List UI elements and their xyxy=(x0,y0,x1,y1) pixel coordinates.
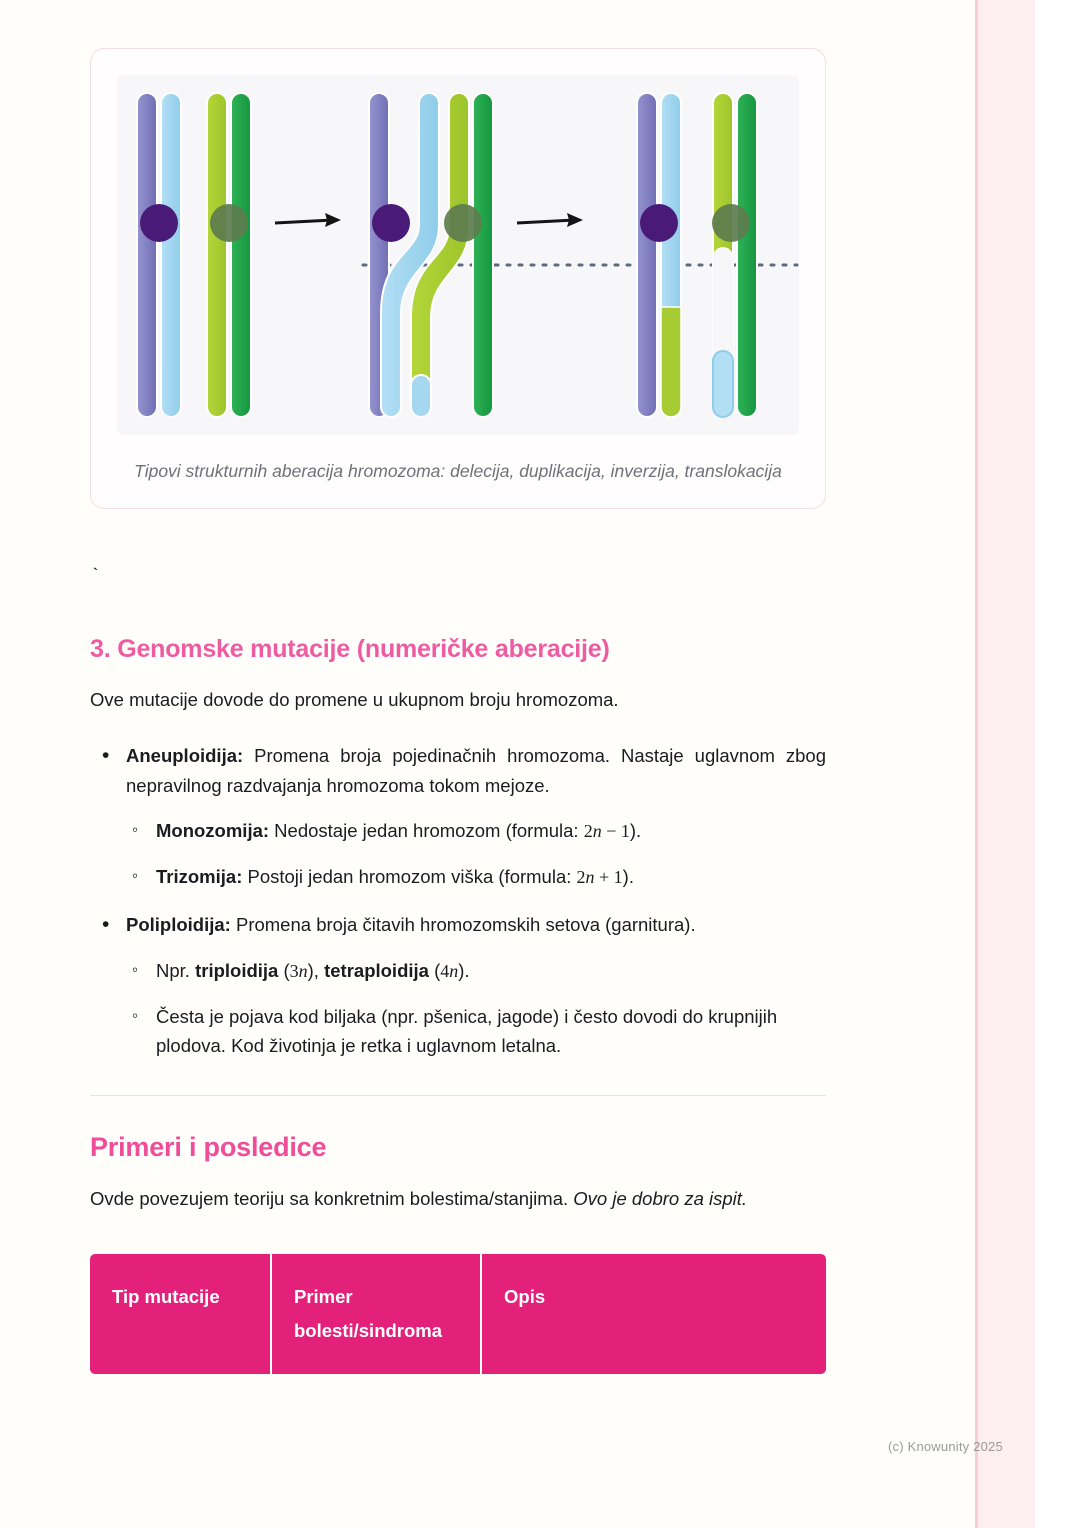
primeri-table xyxy=(90,1254,826,1374)
table-header-row xyxy=(90,1254,826,1374)
section-heading-genomske-mutacije: 3. Genomske mutacije (numeričke aberacije) xyxy=(90,634,610,663)
table-header-tip-mutacije: Tip mutacije xyxy=(90,1254,272,1374)
text-trizomija-after: ). xyxy=(622,866,634,888)
text-aneuploidija: Promena broja pojedinačnih hromozoma. Nastaje uglavnom zbog nepravilnog razdvajanja hromozoma tokom mejoze. xyxy=(126,744,826,796)
centromere-purple-icon-2 xyxy=(372,204,410,242)
genomske-mutacije-list xyxy=(90,741,826,1061)
document-content xyxy=(90,0,826,1374)
text-biljke-napomena: Česta je pojava kod biljaka (npr. pšenica, jagode) i često dovodi do krupnijih plodova. Kod životinja je retka i uglavnom letalna. xyxy=(156,1005,778,1057)
text-suffix: ). xyxy=(458,960,470,982)
list-item-biljke-napomena xyxy=(126,1002,826,1061)
chromosome-diagram xyxy=(117,75,799,435)
term-tetraploidija: tetraploidija xyxy=(324,960,429,982)
formula-monozomija-operator: − 1 xyxy=(601,821,630,842)
stray-backtick-artifact: ` xyxy=(90,566,101,587)
right-white-margin xyxy=(1035,0,1080,1528)
table-header-primer-bolesti: Primer bolesti/sindroma xyxy=(272,1254,482,1374)
formula-tetraploidija-n: n xyxy=(449,961,459,982)
formula-triploidija-n: n xyxy=(298,961,308,982)
text-poliploidija: Promena broja čitavih hromozomskih setova (garnitura). xyxy=(230,914,696,936)
section-divider xyxy=(90,1095,826,1096)
text-mid-1: ( xyxy=(278,960,290,982)
text-mid-2: ), xyxy=(307,960,325,982)
section-heading-primeri-i-posledice: Primeri i posledice xyxy=(90,1132,327,1163)
list-item-poliploidija xyxy=(90,910,826,1061)
centromere-green-icon-3 xyxy=(712,204,750,242)
term-aneuploidija: Aneuploidija: xyxy=(126,744,244,766)
arrow-right-icon-1 xyxy=(275,213,341,227)
text-monozomija-before: Nedostaje jedan hromozom (formula: xyxy=(269,820,584,842)
section4-paragraph-italic: Ovo je dobro za ispit. xyxy=(573,1188,748,1210)
translocated-segment xyxy=(661,307,681,417)
chromosome-group-crossover xyxy=(369,93,493,417)
table-header-opis: Opis xyxy=(504,1285,546,1307)
formula-triploidija-coefficient: 3 xyxy=(289,961,299,982)
centromere-green-icon xyxy=(210,204,248,242)
text-npr-prefix: Npr. xyxy=(156,960,196,982)
section4-paragraph xyxy=(90,1185,826,1214)
aneuploidija-sublist xyxy=(126,816,826,892)
centromere-green-icon-2 xyxy=(444,204,482,242)
right-pink-band xyxy=(975,0,1035,1528)
centromere-purple-icon xyxy=(140,204,178,242)
copyright-watermark: (c) Knowunity 2025 xyxy=(888,1439,1003,1454)
term-trizomija: Trizomija: xyxy=(156,866,243,888)
section3-intro-paragraph: Ove mutacije dovode do promene u ukupnom broju hromozoma. xyxy=(90,688,619,710)
term-monozomija: Monozomija: xyxy=(156,820,270,842)
centromere-purple-icon-3 xyxy=(640,204,678,242)
figure-card xyxy=(90,48,826,509)
right-pink-band-edge xyxy=(975,0,978,1528)
chromosome-group-normal xyxy=(137,93,251,417)
list-item-aneuploidija xyxy=(90,741,826,893)
poliploidija-sublist xyxy=(126,956,826,1061)
formula-monozomija-n: n xyxy=(592,821,602,842)
chromosome-diagram-svg xyxy=(117,75,799,435)
formula-monozomija-coefficient: 2 xyxy=(583,821,593,842)
formula-trizomija-n: n xyxy=(585,867,595,888)
arrow-right-icon-2 xyxy=(517,213,583,227)
text-trizomija-before: Postoji jedan hromozom viška (formula: xyxy=(242,866,577,888)
list-item-triploidija-tetraploidija xyxy=(126,956,826,986)
fragment-lightblue xyxy=(713,351,733,417)
list-item-monozomija xyxy=(126,816,826,846)
text-mid-3: ( xyxy=(428,960,441,982)
formula-trizomija-coefficient: 2 xyxy=(576,867,586,888)
chromosome-group-result xyxy=(637,93,757,417)
term-triploidija: triploidija xyxy=(195,960,279,982)
section4-paragraph-normal: Ovde povezujem teoriju sa konkretnim bolestima/stanjima. xyxy=(90,1188,574,1210)
formula-tetraploidija-coefficient: 4 xyxy=(440,961,450,982)
term-poliploidija: Poliploidija: xyxy=(126,914,231,936)
formula-trizomija-operator: + 1 xyxy=(594,867,623,888)
text-monozomija-after: ). xyxy=(629,820,642,842)
list-item-trizomija xyxy=(126,862,826,892)
figure-caption: Tipovi strukturnih aberacija hromozoma: delecija, duplikacija, inverzija, translokacija xyxy=(134,461,782,481)
